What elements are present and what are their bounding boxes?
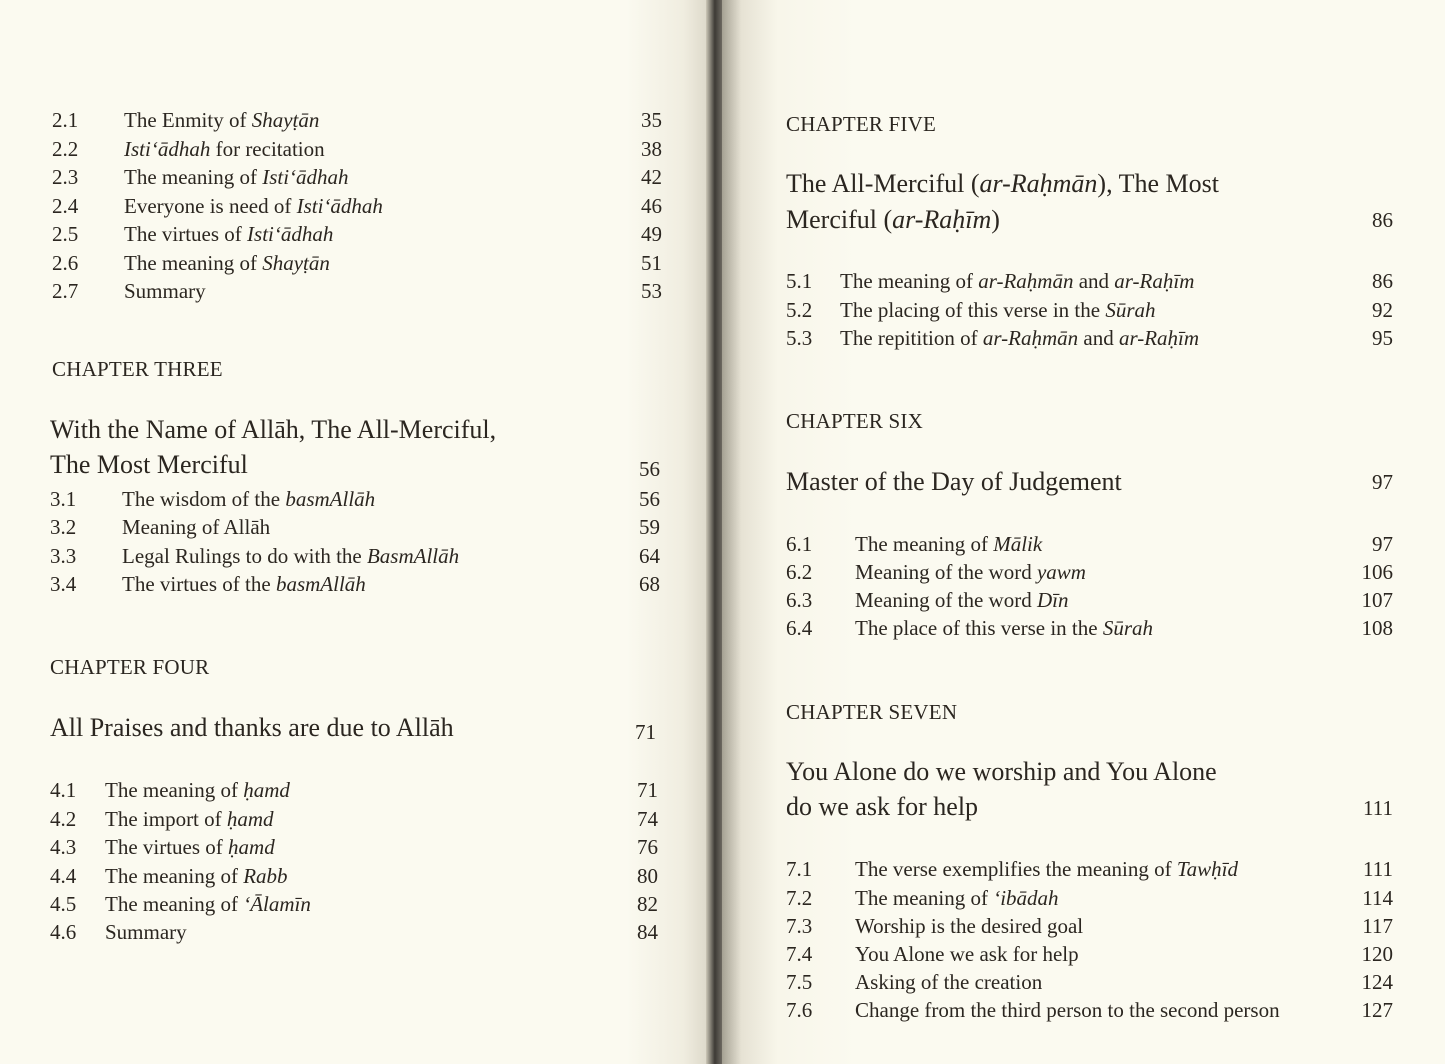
page-number: 38 xyxy=(641,137,662,161)
section-title: The meaning of ‘Ālamīn xyxy=(105,892,311,916)
chapter-seven-title-line1[interactable]: You Alone do we worship and You Alone xyxy=(786,757,1217,786)
section-title: Everyone is need of Isti‘ādhah xyxy=(124,194,383,218)
toc-entry[interactable] xyxy=(50,918,658,946)
section-number: 5.2 xyxy=(786,298,813,322)
section-title: Isti‘ādhah for recitation xyxy=(124,137,325,161)
toc-entry[interactable] xyxy=(52,277,662,305)
section-title: Legal Rulings to do with the BasmAllāh xyxy=(122,544,460,568)
page-number: 92 xyxy=(1372,298,1393,322)
section-title: The meaning of Isti‘ādhah xyxy=(124,165,349,189)
section-number: 2.1 xyxy=(52,108,79,132)
section-title: Meaning of the word Dīn xyxy=(855,588,1069,612)
section-title: The wisdom of the basmAllāh xyxy=(122,487,376,511)
section-title: The meaning of ḥamd xyxy=(105,778,290,802)
section-number: 6.4 xyxy=(786,616,813,640)
section-number: 4.6 xyxy=(50,920,77,944)
page-number: 84 xyxy=(637,920,658,944)
chapter-three-title-line2[interactable]: The Most Merciful xyxy=(50,450,248,479)
page-number: 51 xyxy=(641,251,662,275)
section-number: 7.1 xyxy=(786,857,813,881)
chapter-six-title[interactable]: Master of the Day of Judgement xyxy=(786,467,1122,496)
section-title: Meaning of the word yawm xyxy=(855,560,1086,584)
page-number: 120 xyxy=(1361,942,1393,966)
toc-entry[interactable] xyxy=(52,249,662,277)
page-number: 59 xyxy=(639,515,660,539)
section-number: 5.3 xyxy=(786,326,813,350)
toc-entry[interactable] xyxy=(52,135,662,163)
section-title: The verse exemplifies the meaning of Tawḥīd xyxy=(855,857,1238,881)
chapter-three-title-line1[interactable]: With the Name of Allāh, The All-Merciful, xyxy=(50,415,497,444)
section-number: 7.6 xyxy=(786,998,813,1022)
page-number: 56 xyxy=(639,487,660,511)
page-number: 74 xyxy=(637,807,658,831)
page-number: 68 xyxy=(639,572,660,596)
chapter-four-title[interactable]: All Praises and thanks are due to Allāh xyxy=(50,713,454,742)
section-title: The repitition of ar-Raḥmān and ar-Raḥīm xyxy=(840,326,1200,350)
section-number: 6.1 xyxy=(786,532,813,556)
page-number: 80 xyxy=(637,864,658,888)
section-title: The meaning of ar-Raḥmān and ar-Raḥīm xyxy=(840,269,1195,293)
toc-entry[interactable] xyxy=(786,267,1393,295)
toc-entry[interactable] xyxy=(50,542,660,570)
page-number: 76 xyxy=(637,835,658,859)
page-number: 117 xyxy=(1362,914,1393,938)
section-title: The virtues of the basmAllāh xyxy=(122,572,366,596)
book-gutter xyxy=(706,0,722,1064)
chapter-seven-title-line2[interactable]: do we ask for help xyxy=(786,792,979,821)
toc-entry[interactable] xyxy=(786,996,1393,1024)
section-number: 4.5 xyxy=(50,892,77,916)
section-number: 4.1 xyxy=(50,778,77,802)
chapter-six-page: 97 xyxy=(1372,470,1393,494)
toc-entry[interactable] xyxy=(52,106,662,134)
chapter-six-label: CHAPTER SIX xyxy=(786,409,923,433)
section-number: 7.5 xyxy=(786,970,813,994)
page-number: 106 xyxy=(1361,560,1393,584)
section-number: 3.2 xyxy=(50,515,77,539)
toc-entry[interactable] xyxy=(786,855,1393,883)
page-number: 127 xyxy=(1361,998,1393,1022)
section-number: 2.6 xyxy=(52,251,79,275)
page-number: 42 xyxy=(641,165,662,189)
section-title: Asking of the creation xyxy=(855,970,1043,994)
section-title: Worship is the desired goal xyxy=(855,914,1084,938)
section-title: The import of ḥamd xyxy=(105,807,274,831)
page-number: 64 xyxy=(639,544,660,568)
section-number: 7.2 xyxy=(786,886,813,910)
section-title: The place of this verse in the Sūrah xyxy=(855,616,1154,640)
section-title: Change from the third person to the second person xyxy=(855,998,1280,1022)
section-title: The meaning of Mālik xyxy=(855,532,1043,556)
section-number: 3.1 xyxy=(50,487,77,511)
toc-entry[interactable] xyxy=(786,968,1393,996)
chapter-seven-label: CHAPTER SEVEN xyxy=(786,700,958,724)
section-title: Summary xyxy=(124,279,206,303)
toc-entry[interactable] xyxy=(786,558,1393,586)
section-title: The meaning of ‘ibādah xyxy=(855,886,1059,910)
section-number: 2.4 xyxy=(52,194,79,218)
page-number: 95 xyxy=(1372,326,1393,350)
section-number: 5.1 xyxy=(786,269,813,293)
toc-entry[interactable] xyxy=(786,324,1393,352)
toc-entry[interactable] xyxy=(52,163,662,191)
section-number: 2.3 xyxy=(52,165,79,189)
page-number: 35 xyxy=(641,108,662,132)
toc-entry[interactable] xyxy=(52,220,662,248)
chapter-three-page: 56 xyxy=(639,457,660,481)
toc-entry[interactable] xyxy=(50,862,658,890)
toc-entry[interactable] xyxy=(786,586,1393,614)
section-number: 3.4 xyxy=(50,572,77,596)
toc-entry[interactable] xyxy=(786,296,1393,324)
toc-entry[interactable] xyxy=(786,884,1393,912)
page-number: 107 xyxy=(1361,588,1393,612)
section-number: 2.5 xyxy=(52,222,79,246)
toc-entry[interactable] xyxy=(50,570,660,598)
section-number: 4.2 xyxy=(50,807,77,831)
section-number: 4.4 xyxy=(50,864,77,888)
toc-entry[interactable] xyxy=(786,530,1393,558)
chapter-five-label: CHAPTER FIVE xyxy=(786,112,936,136)
section-title: You Alone we ask for help xyxy=(855,942,1079,966)
section-title: Meaning of Allāh xyxy=(122,515,271,539)
toc-entry[interactable] xyxy=(50,776,658,804)
chapter-five-page: 86 xyxy=(1372,208,1393,232)
section-title: The virtues of ḥamd xyxy=(105,835,275,859)
chapter-four-page: 71 xyxy=(635,720,656,744)
section-number: 2.7 xyxy=(52,279,79,303)
section-title: The meaning of Shayṭān xyxy=(124,251,330,275)
page-number: 111 xyxy=(1363,857,1393,881)
toc-entry[interactable] xyxy=(786,940,1393,968)
toc-entry[interactable] xyxy=(786,912,1393,940)
section-number: 3.3 xyxy=(50,544,77,568)
toc-entry[interactable] xyxy=(50,485,660,513)
section-title: The meaning of Rabb xyxy=(105,864,288,888)
section-title: The Enmity of Shayṭān xyxy=(124,108,320,132)
toc-entry[interactable] xyxy=(50,833,658,861)
section-number: 7.4 xyxy=(786,942,813,966)
page-number: 97 xyxy=(1372,532,1393,556)
page-number: 49 xyxy=(641,222,662,246)
chapter-five-title-line2[interactable]: Merciful (ar-Raḥīm) xyxy=(786,205,1000,234)
section-number: 6.2 xyxy=(786,560,813,584)
chapter-four-label: CHAPTER FOUR xyxy=(50,655,210,679)
chapter-three-label: CHAPTER THREE xyxy=(52,357,223,381)
section-title: The placing of this verse in the Sūrah xyxy=(840,298,1156,322)
chapter-seven-page: 111 xyxy=(1363,796,1393,820)
page-number: 86 xyxy=(1372,269,1393,293)
page-number: 124 xyxy=(1361,970,1393,994)
page-number: 114 xyxy=(1362,886,1393,910)
page-number: 53 xyxy=(641,279,662,303)
page-number: 108 xyxy=(1361,616,1393,640)
toc-entry[interactable] xyxy=(50,513,660,541)
toc-entry[interactable] xyxy=(50,890,658,918)
page-number: 82 xyxy=(637,892,658,916)
toc-entry[interactable] xyxy=(50,805,658,833)
section-number: 6.3 xyxy=(786,588,813,612)
page-number: 71 xyxy=(637,778,658,802)
section-number: 7.3 xyxy=(786,914,813,938)
page-number: 46 xyxy=(641,194,662,218)
section-number: 2.2 xyxy=(52,137,79,161)
chapter-five-title-line1[interactable]: The All-Merciful (ar-Raḥmān), The Most xyxy=(786,169,1219,198)
toc-entry[interactable] xyxy=(52,192,662,220)
section-title: The virtues of Isti‘ādhah xyxy=(124,222,334,246)
section-title: Summary xyxy=(105,920,187,944)
section-number: 4.3 xyxy=(50,835,77,859)
toc-entry[interactable] xyxy=(786,614,1393,642)
